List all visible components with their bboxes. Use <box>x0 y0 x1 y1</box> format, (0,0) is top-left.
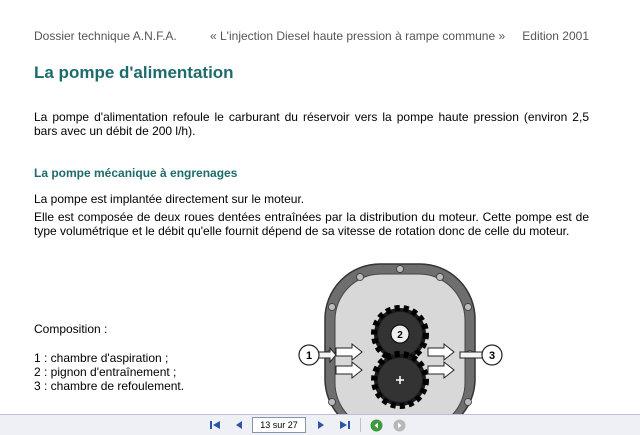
gear-pump-diagram <box>290 262 520 414</box>
composition-item-3: 3 : chambre de refoulement. <box>34 379 185 393</box>
page-title: La pompe d'alimentation <box>34 63 234 82</box>
navigation-toolbar <box>0 414 640 435</box>
next-page-icon[interactable] <box>314 418 328 432</box>
composition-heading: Composition : <box>34 322 108 336</box>
composition-item-1: 1 : chambre d'aspiration ; <box>34 351 169 365</box>
back-icon[interactable] <box>369 418 383 432</box>
header-right: Edition 2001 <box>522 29 589 43</box>
section-paragraph-2: Elle est composée de deux roues dentées entraînées par la distribution du moteur. Cette pompe est de type volumétrique et le débit qu'elle fournit dépend de sa vitesse de rotation donc de celle du moteur. <box>34 210 589 238</box>
intro-paragraph: La pompe d'alimentation refoule le carburant du réservoir vers la pompe haute pression (environ 2,5 bars avec un débit de 200 l/h). <box>34 110 589 138</box>
composition-item-2: 2 : pignon d'entraînement ; <box>34 365 177 379</box>
toolbar-separator <box>360 418 361 432</box>
first-page-icon[interactable] <box>208 418 222 432</box>
prev-page-icon[interactable] <box>232 418 246 432</box>
header-left: Dossier technique A.N.F.A. <box>34 29 177 43</box>
section-paragraph-1: La pompe est implantée directement sur le moteur. <box>34 192 305 206</box>
driven-gear <box>374 354 426 406</box>
section-subtitle: La pompe mécanique à engrenages <box>34 166 238 180</box>
gear-label: 2 <box>397 330 403 341</box>
header-middle: « L'injection Diesel haute pression à rampe commune » <box>210 29 506 43</box>
label-delivery-chamber: 3 <box>488 350 496 362</box>
label-suction-chamber: 1 <box>305 350 313 362</box>
forward-icon[interactable] <box>392 418 406 432</box>
page-indicator[interactable]: 13 sur 27 <box>252 417 306 433</box>
last-page-icon[interactable] <box>338 418 352 432</box>
